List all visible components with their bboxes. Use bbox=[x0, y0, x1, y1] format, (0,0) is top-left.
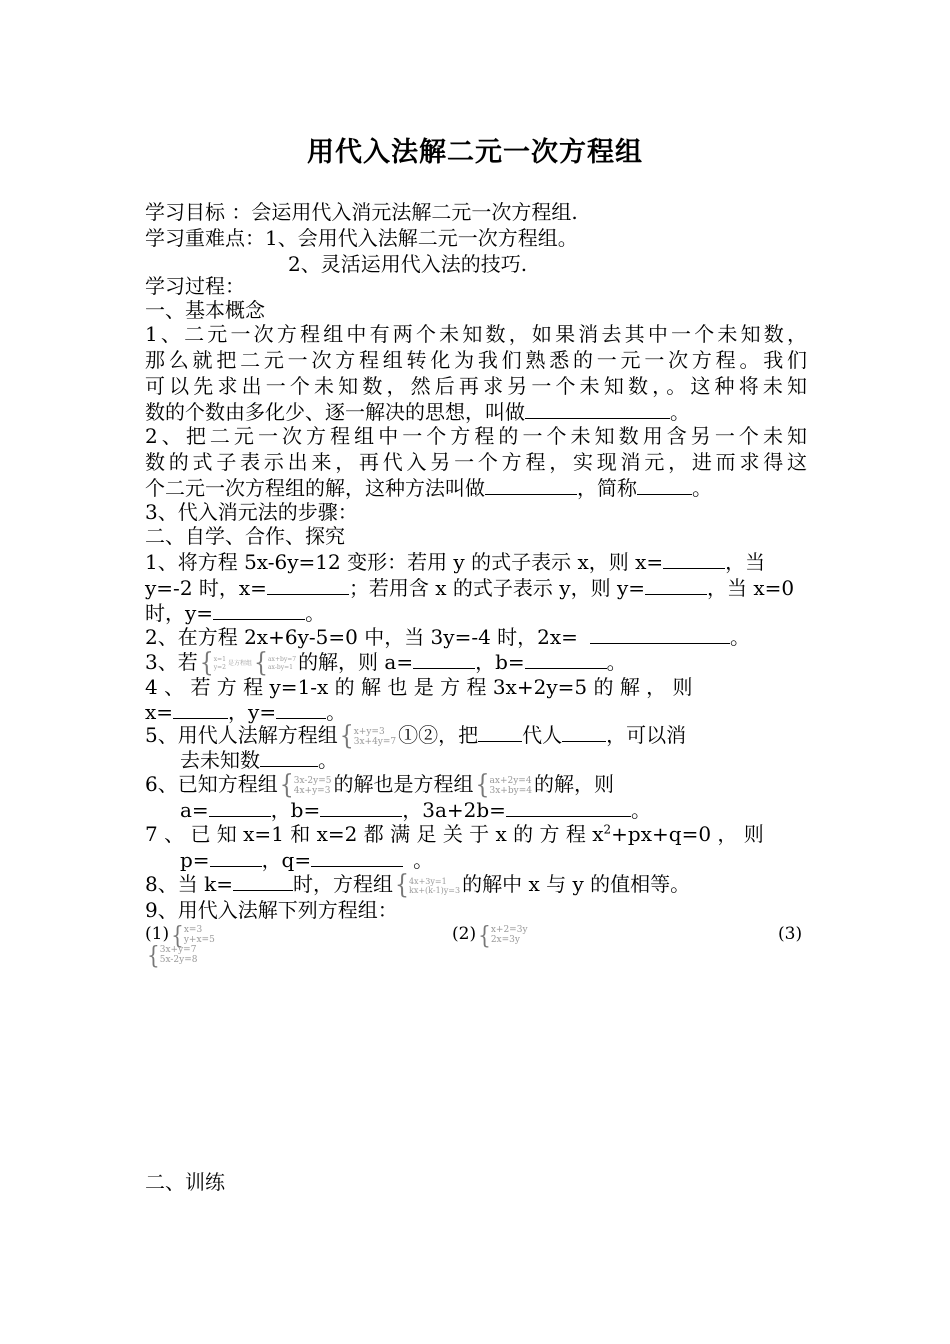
answer-blank[interactable] bbox=[311, 848, 403, 867]
equation-system: {x=1 y=2 bbox=[199, 648, 226, 679]
concept2-line1: 2、把二元一次方程组中一个方程的一个未知数用含另一个未知 bbox=[145, 424, 807, 448]
equation-system: {ax+2y=4 3x+by=4 bbox=[475, 770, 532, 801]
exercise6-text: 6、已知方程组 bbox=[145, 772, 278, 796]
exercise5-text-2: ①②，把 bbox=[398, 723, 479, 747]
exponent: 2 bbox=[603, 822, 612, 837]
concept2-end: 。 bbox=[692, 476, 712, 500]
brace-icon: { bbox=[253, 648, 268, 679]
exercise3 bbox=[145, 648, 807, 679]
exercise9: 9、用代入法解下列方程组： bbox=[145, 898, 398, 922]
exercise6-line2 bbox=[180, 798, 807, 822]
exercise1-line1 bbox=[145, 550, 807, 574]
exercise2 bbox=[145, 625, 807, 649]
concept2-line3 bbox=[145, 476, 807, 500]
exercise1-text-6: 时，y= bbox=[145, 601, 214, 625]
equation-system: {x+2=3y 2x=3y bbox=[478, 920, 528, 950]
brace-icon: { bbox=[279, 770, 294, 801]
exercise1-line2 bbox=[145, 576, 807, 600]
process-heading: 学习过程： bbox=[145, 274, 245, 298]
exercise8-text-2: 时，方程组 bbox=[292, 872, 393, 896]
brace-icon: { bbox=[478, 920, 491, 950]
problem-3-label: (3) bbox=[778, 924, 803, 944]
equation-system: {ax+by=7 ax-by=1 bbox=[253, 648, 297, 679]
answer-blank[interactable] bbox=[320, 798, 402, 817]
exercise8 bbox=[145, 870, 807, 901]
brace-icon: { bbox=[147, 940, 160, 970]
answer-blank[interactable] bbox=[525, 400, 670, 419]
exercise3-text: 3、若 bbox=[145, 650, 198, 674]
answer-blank[interactable] bbox=[210, 848, 262, 867]
equation-system: {3x+y=7 5x-2y=8 bbox=[147, 940, 198, 970]
answer-blank[interactable] bbox=[173, 700, 228, 719]
equation-system: {x=3 y+x=5 bbox=[171, 920, 215, 950]
exercise6-text-3: 的解，则 bbox=[533, 772, 614, 796]
answer-blank[interactable] bbox=[645, 576, 707, 595]
exercise1-text-3: y=-2 时，x= bbox=[145, 576, 267, 600]
exercise3-text-2: 的解，则 a= bbox=[298, 650, 414, 674]
answer-blank[interactable] bbox=[233, 872, 293, 891]
exercise3-text-3: ，b= bbox=[475, 650, 525, 674]
concept1-line2: 那么就把二元一次方程组转化为我们熟悉的一元一次方程。我们 bbox=[145, 348, 807, 372]
exercise6-end: 。 bbox=[630, 798, 651, 822]
exercise8-text: 8、当 k= bbox=[145, 872, 233, 896]
learning-goal: 学习目标 ：会运用代入消元法解二元一次方程组. bbox=[145, 200, 578, 224]
answer-blank[interactable] bbox=[213, 601, 305, 620]
section-training: 二、训练 bbox=[145, 1170, 225, 1194]
problem-1-label: (1) bbox=[145, 924, 170, 944]
concept1-line1: 1、二元一次方程组中有两个未知数，如果消去其中一个未知数， bbox=[145, 322, 807, 346]
exercise4-end: 。 bbox=[326, 700, 347, 724]
exercise4-text-2: ，y= bbox=[228, 700, 277, 724]
exercise1-text-2: ，当 bbox=[725, 550, 766, 574]
exercise7-line2 bbox=[180, 848, 807, 872]
exercise1-end: 。 bbox=[305, 601, 326, 625]
concept1-line4 bbox=[145, 400, 807, 424]
exercise6-line1 bbox=[145, 770, 807, 801]
answer-blank[interactable] bbox=[590, 625, 730, 644]
answer-blank[interactable] bbox=[562, 723, 606, 742]
exercise1-text-4: ；若用含 x 的式子表示 y，则 y= bbox=[348, 576, 646, 600]
answer-blank[interactable] bbox=[485, 476, 577, 495]
equation-system: {3x-2y=5 4x+y=3 bbox=[279, 770, 332, 801]
answer-blank[interactable] bbox=[209, 798, 271, 817]
equation-system: {4x+3y=1 kx+(k-1)y=3 bbox=[394, 870, 461, 901]
brace-icon: { bbox=[339, 721, 354, 752]
exercise6-text-5: ，b= bbox=[270, 798, 321, 822]
brace-icon: { bbox=[394, 870, 409, 901]
exercise5-text-3: 代人 bbox=[522, 723, 563, 747]
exercise5-text: 5、用代人法解方程组 bbox=[145, 723, 338, 747]
learning-key-points: 学习重难点：1、会用代入法解二元一次方程组。 bbox=[145, 226, 578, 250]
brace-icon: { bbox=[475, 770, 490, 801]
exercise1-line3 bbox=[145, 601, 807, 625]
exercise7-text-4: ，q= bbox=[261, 848, 312, 872]
exercise5-end: 。 bbox=[318, 748, 338, 772]
page-title: 用代入法解二元一次方程组 bbox=[307, 137, 643, 168]
exercise5-text-4: ，可以消 bbox=[606, 723, 687, 747]
exercise1-text-5: ，当 x=0 bbox=[707, 576, 795, 600]
exercise3-end: 。 bbox=[606, 650, 627, 674]
equation-system: {x+y=3 3x+4y=7 bbox=[339, 721, 397, 752]
concept1-end: 。 bbox=[670, 400, 690, 424]
concept2-text: 个二元一次方程组的解，这种方法叫做 bbox=[145, 476, 485, 500]
problem-2-label: (2) bbox=[452, 924, 477, 944]
exercise1-text: 1、将方程 5x-6y=12 变形：若用 y 的式子表示 x，则 x= bbox=[145, 550, 664, 574]
exercise7-end: 。 bbox=[413, 848, 434, 872]
exercise7-text-3: p= bbox=[180, 848, 210, 872]
exercise5-line2 bbox=[180, 748, 807, 772]
exercise7-line1 bbox=[145, 822, 807, 846]
equation-system-label: 是方程组 bbox=[227, 659, 252, 667]
exercise4-line1: 4 、 若 方 程 y=1-x 的 解 也 是 方 程 3x+2y=5 的 解 ， 则 bbox=[145, 675, 693, 699]
concept2-line2: 数的式子表示出来，再代入另一个方程，实现消元，进而求得这 bbox=[145, 450, 807, 474]
concept1-line3: 可以先求出一个未知数，然后再求另一个未知数，。这种将未知 bbox=[145, 374, 807, 398]
exercise6-text-2: 的解也是方程组 bbox=[333, 772, 474, 796]
exercise2-end: 。 bbox=[729, 625, 750, 649]
answer-blank[interactable] bbox=[478, 723, 522, 742]
answer-blank[interactable] bbox=[525, 650, 607, 669]
brace-icon: { bbox=[199, 648, 214, 679]
brace-icon: { bbox=[171, 920, 184, 950]
exercise6-text-4: a= bbox=[180, 798, 209, 822]
answer-blank[interactable] bbox=[663, 550, 725, 569]
section-basic-concepts: 一、基本概念 bbox=[145, 298, 265, 322]
exercise5-line1 bbox=[145, 721, 807, 752]
exercise6-text-6: ，3a+2b= bbox=[402, 798, 506, 822]
answer-blank[interactable] bbox=[506, 798, 631, 817]
concept2-text-2: ，简称 bbox=[577, 476, 637, 500]
answer-blank[interactable] bbox=[267, 576, 349, 595]
concept3-steps: 3、代入消元法的步骤： bbox=[145, 500, 358, 524]
problem-3 bbox=[145, 940, 200, 970]
exercise2-text: 2、在方程 2x+6y-5=0 中，当 3y=-4 时，2x= bbox=[145, 625, 578, 649]
concept1-text: 数的个数由多化少、逐一解决的思想，叫做 bbox=[145, 400, 525, 424]
problem-2 bbox=[452, 920, 530, 950]
exercise8-text-3: 的解中 x 与 y 的值相等。 bbox=[462, 872, 691, 896]
answer-blank[interactable] bbox=[413, 650, 475, 669]
exercise7-text-2: +px+q=0 ， 则 bbox=[611, 822, 764, 846]
section-self-study: 二、自学、合作、探究 bbox=[145, 524, 345, 548]
answer-blank[interactable] bbox=[637, 476, 692, 495]
exercise7-text: 7 、 已 知 x=1 和 x=2 都 满 足 关 于 x 的 方 程 x bbox=[145, 822, 604, 846]
exercise4-line2 bbox=[145, 700, 807, 724]
answer-blank[interactable] bbox=[276, 700, 326, 719]
exercise4-text: x= bbox=[145, 700, 174, 724]
exercise5-text-5: 去未知数 bbox=[180, 748, 260, 772]
learning-key-point-2: 2、灵活运用代入法的技巧. bbox=[288, 252, 528, 276]
answer-blank[interactable] bbox=[260, 748, 318, 767]
